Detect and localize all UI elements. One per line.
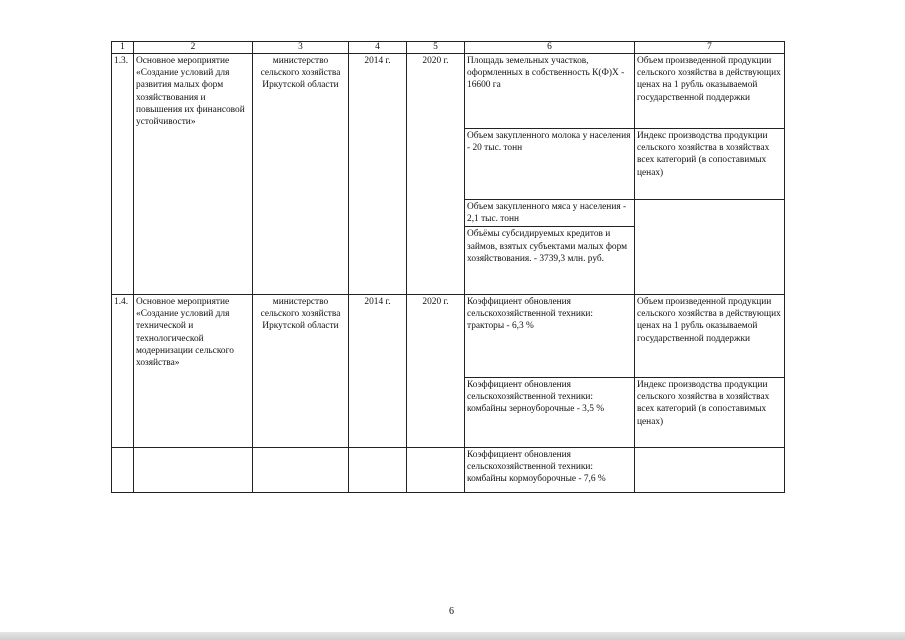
table-row	[112, 54, 785, 129]
table-row	[112, 295, 785, 378]
header-col-5: 5	[407, 42, 465, 54]
empty-cell	[349, 448, 407, 493]
header-col-2: 2	[134, 42, 253, 54]
indicator-cell: Индекс производства продукции сельского хозяйства в хозяйствах всех категорий (в сопоставимых ценах)	[635, 378, 785, 448]
header-col-6: 6	[465, 42, 635, 54]
result-cell: Объем закупленного молока у населения - 20 тыс. тонн	[465, 129, 635, 200]
empty-cell	[407, 448, 465, 493]
result-cell-group	[465, 200, 635, 295]
end-year: 2020 г.	[407, 54, 465, 295]
result-cell: Коэффициент обновления сельскохозяйственной техники: комбайны кормоуборочные - 7,6 %	[465, 448, 635, 493]
activities-table	[111, 41, 785, 493]
page-number: 6	[449, 606, 454, 617]
row-number: 1.3.	[112, 54, 134, 295]
empty-cell	[134, 448, 253, 493]
empty-cell	[635, 448, 785, 493]
executor: министерство сельского хозяйства Иркутской области	[253, 54, 349, 295]
indicator-cell: Индекс производства продукции сельского хозяйства в хозяйствах всех категорий (в сопоставимых ценах)	[635, 129, 785, 200]
result-cell: Площадь земельных участков, оформленных в собственность К(Ф)Х - 16600 га	[465, 54, 635, 129]
indicator-cell: Объем произведенной продукции сельского хозяйства в действующих ценах на 1 рубль оказываемой государственной поддержки	[635, 54, 785, 129]
result-cell: Объёмы субсидируемых кредитов и займов, взятых субъектами малых форм хозяйствования. - 3739,3 млн. руб.	[467, 229, 628, 264]
header-row	[112, 42, 785, 54]
empty-cell	[112, 448, 134, 493]
event-name: Основное мероприятие «Создание условий для технической и технологической модернизации сельского хозяйства»	[134, 295, 253, 448]
indicator-cell: Объем произведенной продукции сельского хозяйства в действующих ценах на 1 рубль оказываемой государственной поддержки	[635, 295, 785, 378]
row-number: 1.4.	[112, 295, 134, 448]
result-cell: Коэффициент обновления сельскохозяйственной техники: тракторы - 6,3 %	[465, 295, 635, 378]
header-col-3: 3	[253, 42, 349, 54]
event-name: Основное мероприятие «Создание условий для развития малых форм хозяйствования и повышения их финансовой устойчивости»	[134, 54, 253, 295]
header-col-4: 4	[349, 42, 407, 54]
scan-bottom-edge	[0, 632, 905, 640]
end-year: 2020 г.	[407, 295, 465, 448]
executor: министерство сельского хозяйства Иркутской области	[253, 295, 349, 448]
empty-cell	[635, 200, 785, 295]
start-year: 2014 г.	[349, 295, 407, 448]
result-cell: Коэффициент обновления сельскохозяйственной техники: комбайны зерноуборочные - 3,5 %	[465, 378, 635, 448]
empty-cell	[253, 448, 349, 493]
header-col-7: 7	[635, 42, 785, 54]
table-row	[112, 448, 785, 493]
start-year: 2014 г.	[349, 54, 407, 295]
header-col-1: 1	[112, 42, 134, 54]
result-cell: Объем закупленного мяса у населения - 2,1 тыс. тонн	[465, 200, 634, 227]
